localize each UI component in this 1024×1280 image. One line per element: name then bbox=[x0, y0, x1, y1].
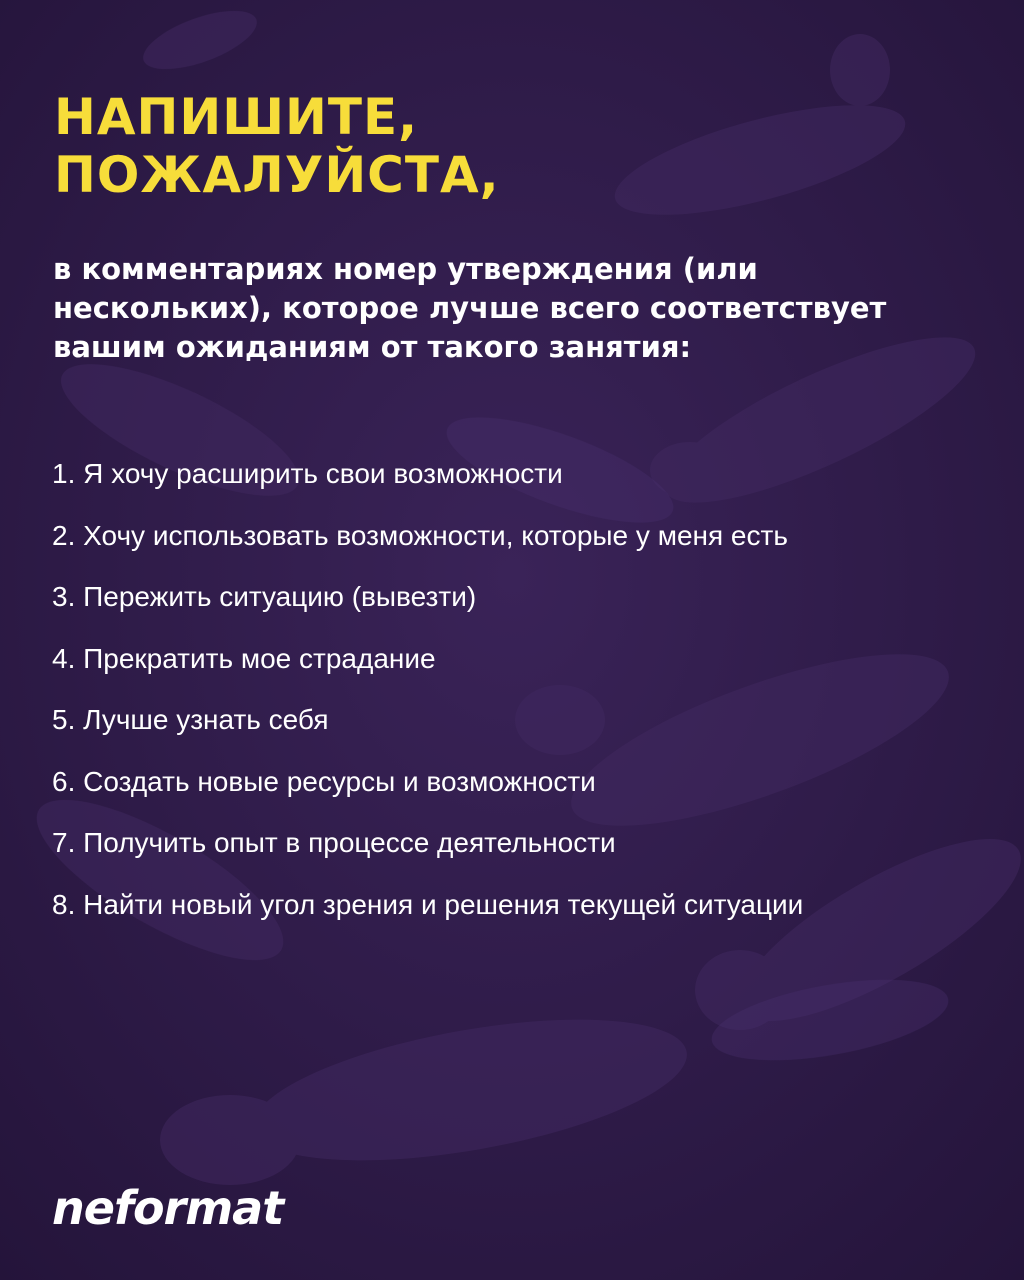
option-item: 8. Найти новый угол зрения и решения текущей ситуации bbox=[52, 888, 804, 920]
options-list bbox=[52, 452, 803, 944]
option-item: 6. Создать новые ресурсы и возможности bbox=[52, 765, 596, 797]
heading-line-2: ПОЖАЛУЙСТА, bbox=[54, 146, 500, 204]
option-item: 4. Прекратить мое страдание bbox=[52, 642, 436, 674]
option-item: 1. Я хочу расширить свои возможности bbox=[52, 458, 563, 489]
intro-text: в комментариях номер утверждения (или нескольких), которое лучше всего соответствует вашим ожиданиям от такого занятия: bbox=[53, 252, 887, 364]
option-item: 2. Хочу использовать возможности, которые у меня есть bbox=[52, 519, 788, 551]
option-item: 7. Получить опыт в процессе деятельности bbox=[52, 827, 616, 858]
option-item: 3. Пережить ситуацию (вывезти) bbox=[52, 581, 477, 612]
page-heading bbox=[54, 88, 500, 204]
brand-logo: neformat bbox=[52, 1181, 284, 1235]
heading-line-1: НАПИШИТЕ, bbox=[54, 88, 419, 146]
option-item: 5. Лучше узнать себя bbox=[52, 704, 329, 735]
